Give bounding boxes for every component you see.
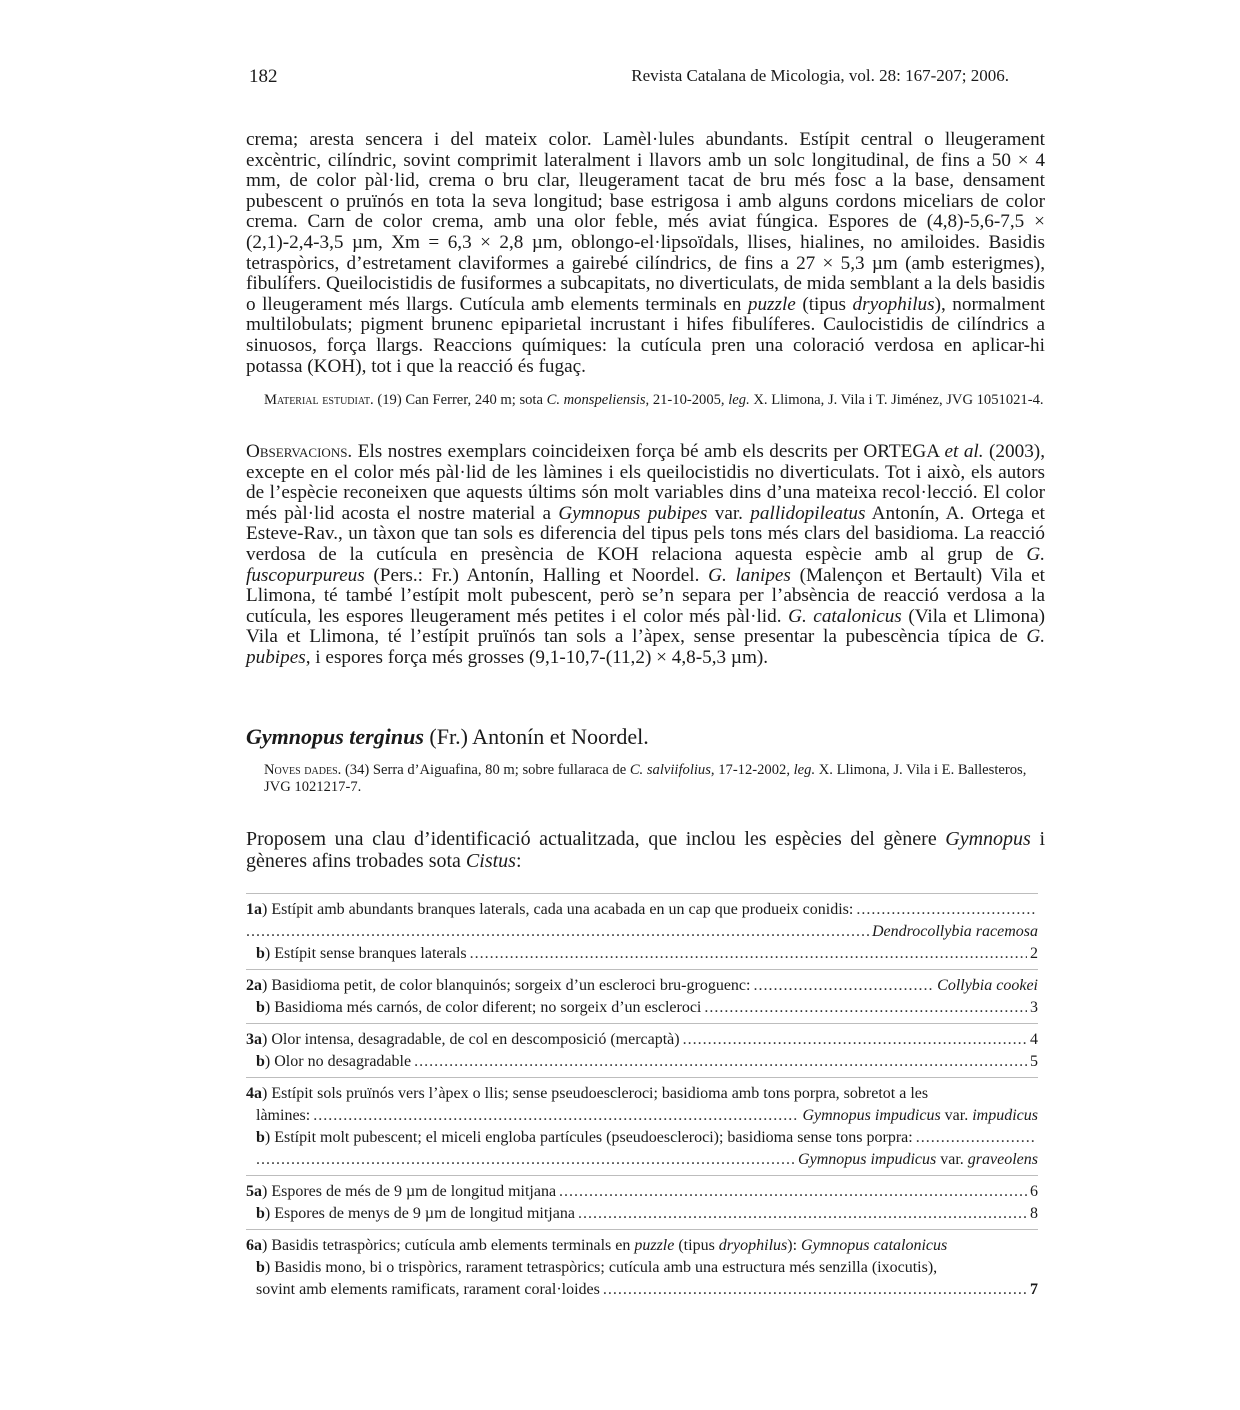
key-lead-5a: 5a) Espores de més de 9 µm de longitud mitjana ..... 6 [246,1181,1038,1203]
material-paragraph: Material estudiat. (19) Can Ferrer, 240 m; sota C. monspeliensis, 21-10-2005, leg. X. Llimona, J. Vila i T. Jiménez, JVG 1051021-4. [264,392,1044,408]
key-lead-4a-result: làmines: ..... Gymnopus impudicus var. impudicus [246,1105,1038,1127]
key-lead-3b: b) Olor no desagradable ..... 5 [246,1051,1038,1073]
species-heading: Gymnopus terginus (Fr.) Antonín et Noordel. [246,724,649,749]
key-couplet-5 [246,1175,1038,1225]
new-data-paragraph: Noves dades. (34) Serra d’Aiguafina, 80 m; sobre fullaraca de C. salviifolius, 17-12-2002, leg. X. Llimona, J. Vila i E. Ballesteros, JVG 1021217-7. [264,762,1027,795]
key-lead-3a: 3a) Olor intensa, desagradable, de col en descomposició (mercaptà) ..... 4 [246,1029,1038,1051]
key-lead-1a-result: ..... Dendrocollybia racemosa [246,921,1038,943]
key-lead-4b-result: ..... Gymnopus impudicus var. graveolens [246,1149,1038,1171]
key-couplet-6 [246,1229,1038,1301]
key-lead-2a: 2a) Basidioma petit, de color blanquinós; sorgeix d’un escleroci bru-groguenc: ..... Collybia cookei [246,975,1038,997]
identification-key [246,893,1038,1305]
key-couplet-1 [246,893,1038,965]
key-lead-4b: b) Estípit molt pubescent; el miceli engloba partícules (pseudoescleroci); basidioma sense tons porpra: ..... [246,1127,1038,1149]
key-intro-paragraph: Proposem una clau d’identificació actualitzada, que inclou les espècies del gènere Gymnopus i gèneres afins trobades sota Cistus: [246,828,1045,872]
key-lead-2b: b) Basidioma més carnós, de color diferent; no sorgeix d’un escleroci ..... 3 [246,997,1038,1019]
key-couplet-4 [246,1077,1038,1171]
observations-paragraph: Observacions. Els nostres exemplars coincideixen força bé amb els descrits per ORTEGA et al. (2003), excepte en el color més pàl·lid de les làmines i els queilocistidis no diverticulats. Tot i això, els autors de l’espècie reconeixen que aquests últims són molt variables dins d’una mateixa recol·lecció. El color més pàl·lid acosta el nostre material a Gymnopus pubipes var. pallidopileatus Antonín, A. Ortega et Esteve-Rav., un tàxon que tan sols es diferencia del tipus pels tons més clars del basidioma. La reacció verdosa de la cutícula en presència de KOH relaciona aquesta espècie amb al grup de G. fuscopurpureus (Pers.: Fr.) Antonín, Halling et Noordel. G. lanipes (Malençon et Bertault) Vila et Llimona, té també l’estípit molt pubescent, però se’n separa per l’absència de reacció verdosa a la cutícula, les espores lleugerament més petites i el color més pàl·lid. G. catalonicus (Vila et Llimona) Vila et Llimona, té l’estípit pruïnós tan sols a l’àpex, sense presentar la pubescència típica de G. pubipes, i espores força més grosses (9,1-10,7-(11,2) × 4,8-5,3 µm). [246,441,1045,668]
description-block [246,130,1045,377]
key-lead-5b: b) Espores de menys de 9 µm de longitud mitjana ..... 8 [246,1203,1038,1225]
key-lead-4a: 4a) Estípit sols pruïnós vers l’àpex o llis; sense pseudoescleroci; basidioma amb tons porpra, sobretot a les [246,1085,929,1102]
new-data-block [246,762,1045,796]
key-lead-6b-result: sovint amb elements ramificats, rarament coral·loides ..... 7 [246,1279,1038,1301]
key-lead-1a: 1a) Estípit amb abundants branques laterals, cada una acabada en un cap que produeix conidis: ..... [246,899,1038,921]
material-studied [246,392,1045,409]
key-lead-1b: b) Estípit sense branques laterals ..... 2 [246,943,1038,965]
description-paragraph: crema; aresta sencera i del mateix color. Lamèl·lules abundants. Estípit central o lleugerament excèntric, cilíndric, sovint comprimit lateralment i llavors amb un solc longitudinal, de fins a 50 × 4 mm, de color pàl·lid, crema o bru clar, lleugerament tacat de bru més fosc a la base, densament pubescent o pruïnós en tota la seva longitud; base estrigosa i amb alguns cordons miceliars de color crema. Carn de color crema, amb una olor feble, més aviat fúngica. Espores de (4,8)-5,6-7,5 × (2,1)-2,4-3,5 µm, Xm = 6,3 × 2,8 µm, oblongo-el·lipsoïdals, llises, hialines, no amiloides. Basidis tetraspòrics, d’estretament claviformes a gairebé cilíndrics, de fins a 27 × 5,3 µm (amb esterigmes), fibulífers. Queilocistidis de fusiformes a subcapitats, no diverticulats, de mida semblant a la dels basidis o lleugerament més llargs. Cutícula amb elements terminals en puzzle (tipus dryophilus), normalment multilobulats; pigment brunenc epiparietal incrustant i hifes fibulíferes. Caulocistidis de cilíndrics a sinuosos, força llargs. Reaccions químiques: la cutícula pren una coloració verdosa en aplicar-hi potassa (KOH), tot i que la reacció és fugaç. [246,129,1045,377]
key-lead-6a: 6a) Basidis tetraspòrics; cutícula amb elements terminals en puzzle (tipus dryophilus): Gymnopus catalonicus [246,1237,948,1254]
journal-citation: Revista Catalana de Micologia, vol. 28: 167-207; 2006. [631,66,1009,85]
key-couplet-2 [246,969,1038,1019]
species-heading-block [246,724,1045,750]
key-intro-block [246,828,1045,872]
observations-block [246,442,1045,669]
key-couplet-3 [246,1023,1038,1073]
page-number: 182 [249,66,278,87]
key-lead-6b: b) Basidis mono, bi o trispòrics, rarament tetraspòrics; cutícula amb una estructura més senzilla (ixocutis), [256,1259,938,1276]
